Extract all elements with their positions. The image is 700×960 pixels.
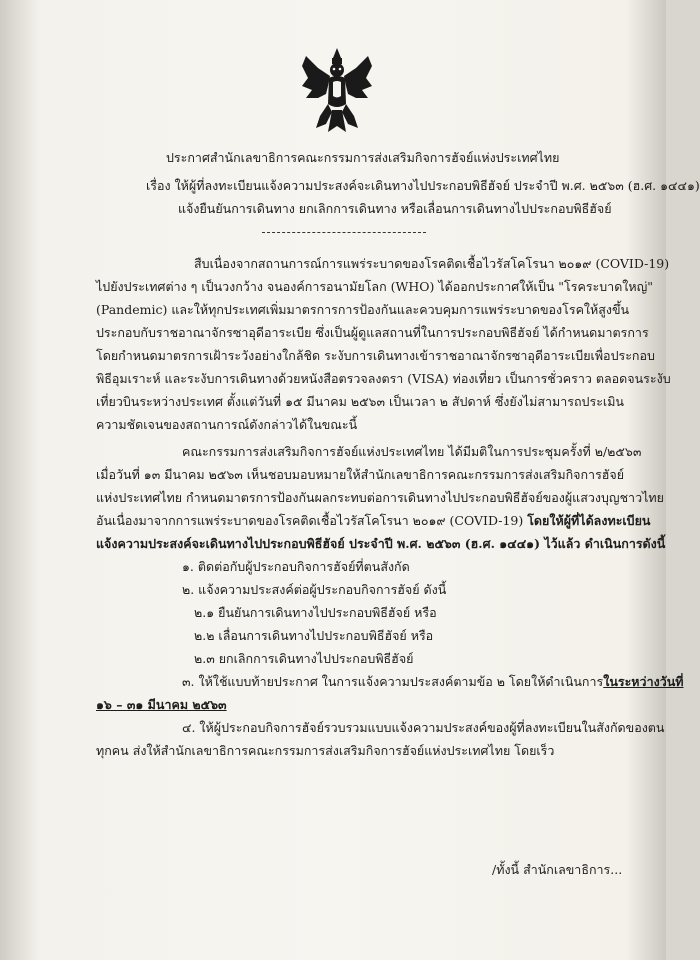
para1-line: (Pandemic) และให้ทุกประเทศเพิ่มมาตรการการป้องกันและควบคุมการแพร่ระบาดของโรคให้สูงขึ้น <box>96 302 630 317</box>
para1-line: โดยกำหนดมาตรการเฝ้าระวังอย่างใกล้ชิด ระงับการเดินทางเข้าราชอาณาจักรซาอุดีอาระเบียเพื่อประกอบ <box>96 348 655 363</box>
list-subitem: ๒.๓ ยกเลิกการเดินทางไปประกอบพิธีฮัจย์ <box>194 651 414 666</box>
item3-line <box>182 674 684 690</box>
title-separator <box>262 232 426 233</box>
list-item: ๒. แจ้งความประสงค์ต่อผู้ประกอบกิจการฮัจย์ ดังนี้ <box>182 582 447 597</box>
item4-line: ๔. ให้ผู้ประกอบกิจการฮัจย์รวบรวมแบบแจ้งความประสงค์ของผู้ที่ลงทะเบียนในสังกัดของตน <box>182 720 665 735</box>
para1-line: ประกอบกับราชอาณาจักรซาอุดีอาระเบีย ซึ่งเป็นผู้ดูแลสถานที่ในการประกอบพิธีฮัจย์ ได้กำหนดมาตรการ <box>96 325 649 340</box>
para2-line: คณะกรรมการส่งเสริมกิจการฮัจย์แห่งประเทศไทย ได้มีมติในการประชุมครั้งที่ ๒/๒๕๖๓ <box>182 444 642 459</box>
list-subitem: ๒.๑ ยืนยันการเดินทางไปประกอบพิธีฮัจย์ หรือ <box>194 605 437 620</box>
list-item: ๑. ติดต่อกับผู้ประกอบกิจการฮัจย์ที่ตนสังกัด <box>182 559 410 574</box>
garuda-emblem-icon <box>298 46 376 134</box>
item3-underlined: ในระหว่างวันที่ <box>603 674 684 689</box>
para2-line: เมื่อวันที่ ๑๓ มีนาคม ๒๕๖๓ เห็นชอบมอบหมายให้สำนักเลขาธิการคณะกรรมการส่งเสริมกิจการฮัจย์ <box>96 467 625 482</box>
subject-line-2: แจ้งยืนยันการเดินทาง ยกเลิกการเดินทาง หรือเลื่อนการเดินทางไปประกอบพิธีฮัจย์ <box>178 201 612 216</box>
para2-line <box>96 513 650 529</box>
document-title: ประกาศสำนักเลขาธิการคณะกรรมการส่งเสริมกิจการฮัจย์แห่งประเทศไทย <box>166 150 560 165</box>
para1-line: พิธีอุมเราะห์ และระงับการเดินทางด้วยหนังสือตรวจลงตรา (VISA) ท่องเที่ยว เป็นการชั่วคราว ตลอดจนระงับ <box>96 371 671 386</box>
para2-line: แห่งประเทศไทย กำหนดมาตรการป้องกันผลกระทบต่อการเดินทางไปประกอบพิธีฮัจย์ของผู้แสวงบุญชาวไทย <box>96 490 664 505</box>
item4-line: ทุกคน ส่งให้สำนักเลขาธิการคณะกรรมการส่งเสริมกิจการฮัจย์แห่งประเทศไทย โดยเร็ว <box>96 743 555 758</box>
continuation-text: /ทั้งนี้ สำนักเลขาธิการ... <box>492 862 623 877</box>
para2-line-bold: โดยให้ผู้ที่ได้ลงทะเบียน <box>527 513 651 528</box>
para1-line: สืบเนื่องจากสถานการณ์การแพร่ระบาดของโรคติดเชื้อไวรัสโคโรนา ๒๐๑๙ (COVID-19) <box>194 256 670 271</box>
para1-line: ความชัดเจนของสถานการณ์ดังกล่าวได้ในขณะนี้ <box>96 417 358 432</box>
item3-text: ๓. ให้ใช้แบบท้ายประกาศ ในการแจ้งความประสงค์ตามข้อ ๒ โดยให้ดำเนินการ <box>182 674 604 689</box>
para1-line: ไปยังประเทศต่าง ๆ เป็นวงกว้าง จนองค์การอนามัยโลก (WHO) ได้ออกประกาศให้เป็น "โรคระบาดใหญ่" <box>96 279 654 294</box>
subject-line-1: เรื่อง ให้ผู้ที่ลงทะเบียนแจ้งความประสงค์จะเดินทางไปประกอบพิธีฮัจย์ ประจำปี พ.ศ. ๒๕๖๓ (ฮ.ศ. ๑๔๔๑) <box>146 178 700 193</box>
para2-line-bold: แจ้งความประสงค์จะเดินทางไปประกอบพิธีฮัจย์ ประจำปี พ.ศ. ๒๕๖๓ (ฮ.ศ. ๑๔๔๑) ไว้แล้ว ดำเนินการดังนี้ <box>96 536 666 551</box>
para1-line: เที่ยวบินระหว่างประเทศ ตั้งแต่วันที่ ๑๕ มีนาคม ๒๕๖๓ เป็นเวลา ๒ สัปดาห์ ซึ่งยังไม่สามารถประเมิน <box>96 394 624 409</box>
para2-line-regular: อันเนื่องมาจากการแพร่ระบาดของโรคติดเชื้อไวรัสโคโรนา ๒๐๑๙ (COVID-19) <box>96 513 524 528</box>
item3-date-range: ๑๖ – ๓๑ มีนาคม ๒๕๖๓ <box>96 697 227 712</box>
list-subitem: ๒.๒ เลื่อนการเดินทางไปประกอบพิธีฮัจย์ หรือ <box>194 628 434 643</box>
